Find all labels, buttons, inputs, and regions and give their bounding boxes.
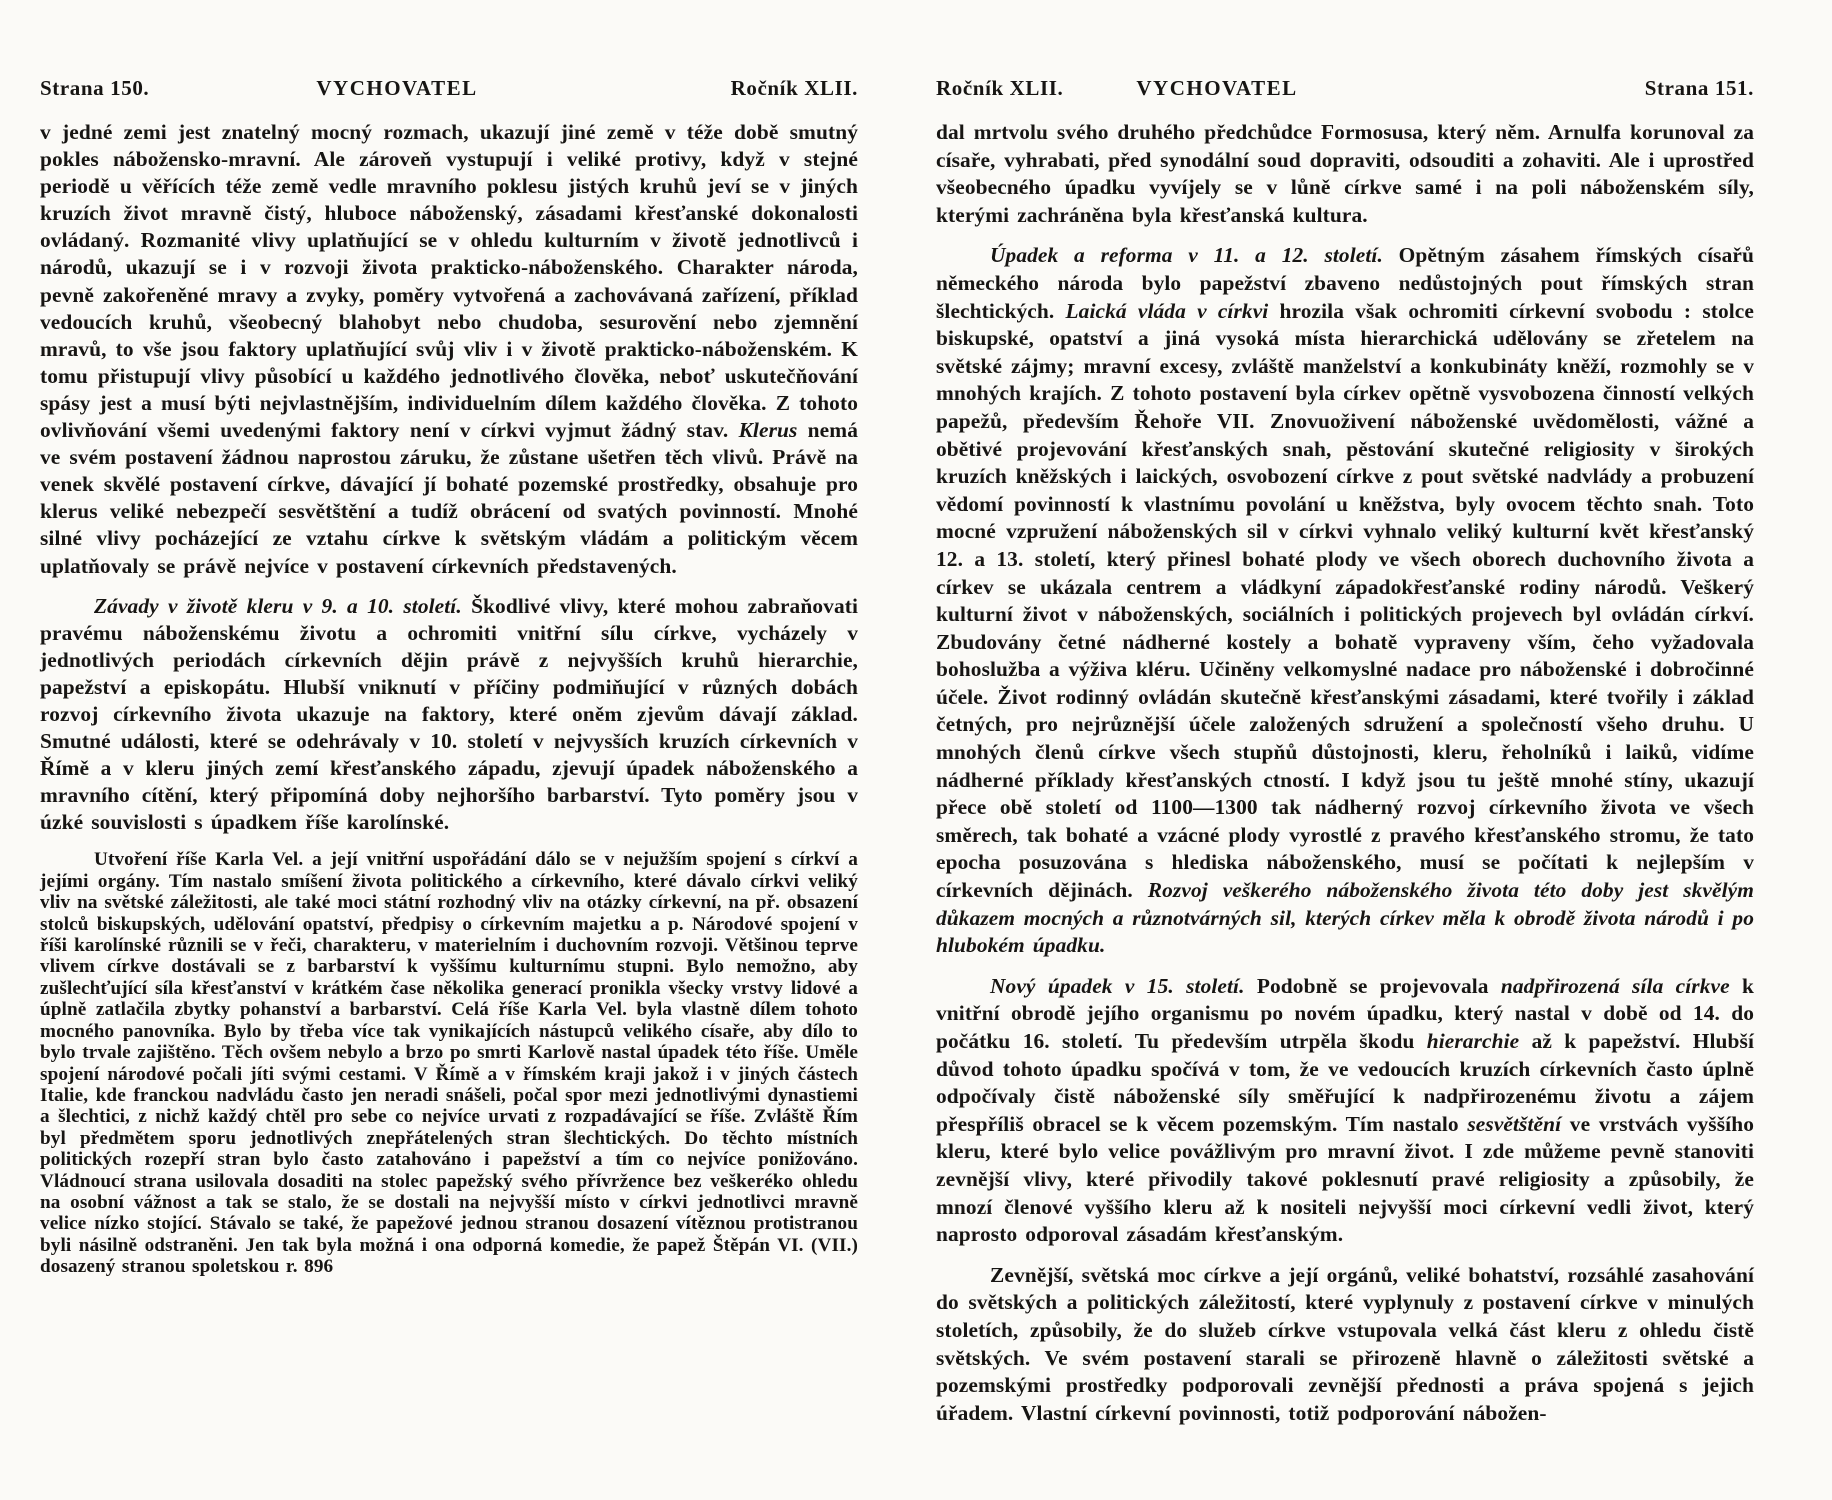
page-right-header bbox=[936, 76, 1754, 101]
text-run: Úpadek a reforma v 11. a 12. století. bbox=[990, 243, 1383, 268]
text-run: Opětným zásahem římských císařů německého národa bylo papežství zbaveno nedůstojných pout římských stran šlechtických. bbox=[936, 243, 1754, 323]
text-run: hierarchie bbox=[1426, 1029, 1520, 1053]
text-run: dal mrtvolu svého druhého předchůdce Formosusa, který něm. Arnulfa korunoval za císaře, vyhrabati, před synodální soud dopraviti, odsouditi a zohaviti. Ale i uprostřed všeobecného úpadku vyvíjely se v lůně církve samé i na poli náboženském síly, kterými zachráněna byla křesťanská kultura. bbox=[936, 120, 1754, 227]
text-run: Laická vláda v církvi bbox=[1065, 298, 1269, 323]
text-run: ve vrstvách vyššího kleru, které bylo velice povážlivým pro mravní život. I zde můžeme pevně stanoviti zevnější vlivy, které přivodily takové poklesnutí pravé religiosity a způsobily, že mnozí členové vyššího kleru až k nositeli nejvyšší moci církevní vedli život, který naprosto odporoval zásadám křesťanským. bbox=[936, 1111, 1754, 1247]
journal-title: VYCHOVATEL bbox=[316, 76, 478, 100]
text-run: nadpřirozená síla církve bbox=[1500, 973, 1730, 998]
paragraph bbox=[936, 973, 1754, 1249]
journal-title: VYCHOVATEL bbox=[1136, 76, 1298, 100]
text-run: Utvoření říše Karla Vel. a její vnitřní uspořádání dálo se v nejužším spojení s církví a jejími orgány. Tím nastalo smíšení života politického a církevního, které dávalo církvi veliký vliv na světské záležitosti, ale také moci státní rozhodný vliv na otázky církevní, na př. obsazení stolců biskupských, udělování opatství, předpisy o církevním majetku a p. Národové spojení v říši karolínské různili se v řeči, charakteru, v materielním i duchovním rozvoji. Většinou teprve vlivem církve dostávali se z barbarství k vyššímu kulturnímu stupni. Bylo nemožno, aby zušlechťující síla křesťanství v krátkém čase několika generací pronikla všecky vrstvy lidové a úplně zatlačila zbytky pohanství a barbarství. Celá říše Karla Vel. byla vlastně dílem tohoto mocného panovníka. Bylo by třeba více tak vynikajících nástupců velikého císaře, aby dílo to bylo trvale zajištěno. Těch ovšem nebylo a brzo po smrti Karlově nastal úpadek této říše. Uměle spojení národové počali jíti svými cestami. V Římě a v římském kraji jakož i v jiných částech Italie, kde franckou nadvládu často jen neradi snášeli, počal spor mezi jednotlivými dynastiemi a šlechtici, z nichž každý chtěl pro sebe co nejvíce urvati z rozpadávající se říše. Zvláště Řím byl předmětem sporu jednotlivých znepřátelených stran šlechtických. Do těchto místních politických rozepří stran bylo často zatahováno i papežství a tím co nejvíce ponižováno. Vládnoucí strana usilovala dosaditi na stolec papežský svého přívržence bez veškeréko ohledu na osobní vážnost a tak se stalo, že se dostali na nejvyšší místo v církvi jednotlivci mravně velice nízko stojící. Stávalo se také, že papežové jednou stranou dosazení vítěznou protistranou byli násilně odstraněni. Jen tak byla možná i ona odporná komedie, že papež Štěpán VI. (VII.) dosazený stranou spoletskou r. 896 bbox=[40, 849, 858, 1278]
text-run: Zevnější, světská moc církve a její orgánů, veliké bohatství, rozsáhlé zasahování do světských a politických záležitostí, které vyplynuly z postavení církve v minulých stoletích, způsobily, že do služeb církve vstupovala velká část kleru z ohledu čistě světských. Ve svém postavení starali se přirozeně hlavně o záležitosti světské a pozemskými prostředky podporovali zevnější přednosti a práva spojená s jejich úřadem. Vlastní církevní povinnosti, totiž podporování nábožen- bbox=[936, 1262, 1754, 1425]
text-run: Závady v životě kleru v 9. a 10. století. bbox=[94, 593, 462, 618]
text-run: sesvětštění bbox=[1467, 1111, 1562, 1136]
page-number-label: Strana 150. bbox=[40, 76, 150, 100]
text-run: hrozila však ochromiti církevní svobodu : stolce biskupské, opatství a jiná vysoká místa hierarchická udělovány se zřetelem na světské zájmy; mravní excesy, zvláště manželství a konkubináty kněží, rozmohly se v mnohých krajích. Z tohoto postavení byla církev opětně vysvobozena činností velkých papežů, především Řehoře VII. Znovuoživení náboženské uvědomělosti, vážné a obětivé projevování křesťanských snah, pěstování skutečné religiosity v širokých kruzích kněžských i laických, osvobození církve z pout světské nadvlády a probuzení vědomí povinností k vlastnímu povolání u kněžstva, byly ovocem těchto snah. Toto mocné vzpružení náboženských sil v církvi vyhnalo veliký kulturní květ křesťanský 12. a 13. století, který přinesl bohaté plody ve všech oborech duchovního života a církev se ukázala centrem a vládkyní západokřesťanské rodiny národů. Veškerý kulturní život v náboženských, sociálních i politických projevech byl ovládán církví. Zbudovány četné nádherné kostely a bohatě vypraveny vším, čeho vyžadovala bohoslužba a výživa kléru. Učiněny velkomyslné nadace pro náboženské i dobročinné účele. Život rodinný ovládán skutečně křesťanskými zásadami, které tvořily i základ četných, pro nejrůznější účele založených sdružení a společností všeho druhu. U mnohých členů církve všech stupňů důstojnosti, kleru, řeholníků i laiků, vidíme nádherné příklady křesťanských ctností. I když jsou tu ještě mnohé stíny, ukazují přece obě století od 1100—1300 tak nádherný rozvoj církevního života ve všech směrech, tak bohaté a vzácné plody vyrostlé z pravého křesťanského stromu, že tato epocha posuzována s hlediska náboženského, musí se počítati k nejlepším v církevních dějinách. bbox=[936, 298, 1754, 903]
page-right bbox=[936, 76, 1754, 1427]
paragraph bbox=[936, 242, 1754, 959]
page-left bbox=[40, 76, 858, 1278]
page-number-label: Strana 151. bbox=[1644, 76, 1754, 100]
paragraph bbox=[936, 1262, 1754, 1428]
text-run: Podobně se projevovala bbox=[1244, 973, 1501, 998]
page-right-text bbox=[936, 119, 1754, 1427]
paragraph bbox=[40, 119, 858, 580]
text-run: Nový úpadek v 15. století. bbox=[990, 973, 1245, 998]
paragraph bbox=[40, 849, 858, 1277]
page-left-text bbox=[40, 119, 858, 1278]
volume-label: Ročník XLII. bbox=[730, 76, 858, 100]
text-run: Klerus bbox=[738, 418, 798, 443]
text-run: Rozvoj veškerého náboženského života této doby jest skvělým důkazem mocných a různotvárných sil, kterých církev měla k obrodě života národů i po hlubokém úpadku. bbox=[936, 878, 1755, 958]
text-run: Škodlivé vlivy, které mohou zabraňovati pravému náboženskému životu a ochromiti vnitřní sílu církve, vycházely v jednotlivých periodách církevních dějin právě z nejvyšších kruhů hierarchie, papežství a episkopátu. Hlubší vniknutí v příčiny podmiňující v různých dobách rozvoj církevního života ukazuje na faktory, které oněm zjevům dávají základ. Smutné události, které se odehrávaly v 10. století v nejvysších kruzích církevních v Římě a v kleru jiných zemí křesťanského západu, zjevují úpadek náboženského a mravního cítění, který připomíná doby nejhoršího barbarství. Tyto poměry jsou v úzké souvislosti s úpadkem říše karolínské. bbox=[40, 593, 858, 835]
text-run: až k papežství. Hlubší důvod tohoto úpadku spočívá v tom, že ve vedoucích kruzích církevních často úplně odpočívaly čistě náboženské síly směřující k nadpřirozenému životu a zájem přespříliš obracel se k věcem pozemským. Tím nastalo bbox=[936, 1029, 1754, 1136]
page-left-header bbox=[40, 76, 858, 101]
text-run: nemá ve svém postavení žádnou naprostou záruku, že zůstane ušetřen těch vlivů. Právě na venek skvělé postavení církve, dávající jí bohaté pozemské prostředky, obsahuje pro klerus veliké nebezpečí sesvětštění a tudíž obrácení od svatých povinností. Mnohé silné vlivy pocházející ze vztahu církve k světským vládám a politickým věcem uplatňovaly se právě nejvíce v postavení církevních představených. bbox=[40, 418, 858, 578]
text-run: v jedné zemi jest znatelný mocný rozmach, ukazují jiné země v téže době smutný pokles nábožensko-mravní. Ale zároveň vystupují i veliké protivy, když v stejné periodě u věřících téže země vedle mravního poklesu jistých kruhů jeví se v jiných kruzích život mravně čistý, hluboce náboženský, zásadami křesťanské dokonalosti ovládaný. Rozmanité vlivy uplatňující se v ohledu kulturním v životě jednotlivců i národů, ukazují se i v rozvoji života prakticko-náboženského. Charakter národa, pevně zakořeněné mravy a zvyky, poměry vytvořená a zachovávaná zařízení, příklad vedoucích kruhů, všeobecný blahobyt nebo chudoba, sesurovění nebo zjemnění mravů, to vše jsou faktory uplatňující svůj vliv i v životě prakticko-náboženském. K tomu přistupují vlivy působící u každého jednotlivého člověka, neboť uskutečňování spásy jest a musí býti nejvlastnějším, individuelním dílem každého člověka. Z tohoto ovlivňování všemi uvedenými faktory není v církvi vyjmut žádný stav. bbox=[40, 120, 858, 443]
text-run: k vnitřní obrodě jejího organismu po novém úpadku, který nastal v době od 14. do počátku 16. století. Tu především utrpěla škodu bbox=[936, 973, 1754, 1053]
paragraph bbox=[936, 119, 1754, 229]
volume-label: Ročník XLII. bbox=[936, 76, 1064, 100]
paragraph bbox=[40, 593, 858, 837]
